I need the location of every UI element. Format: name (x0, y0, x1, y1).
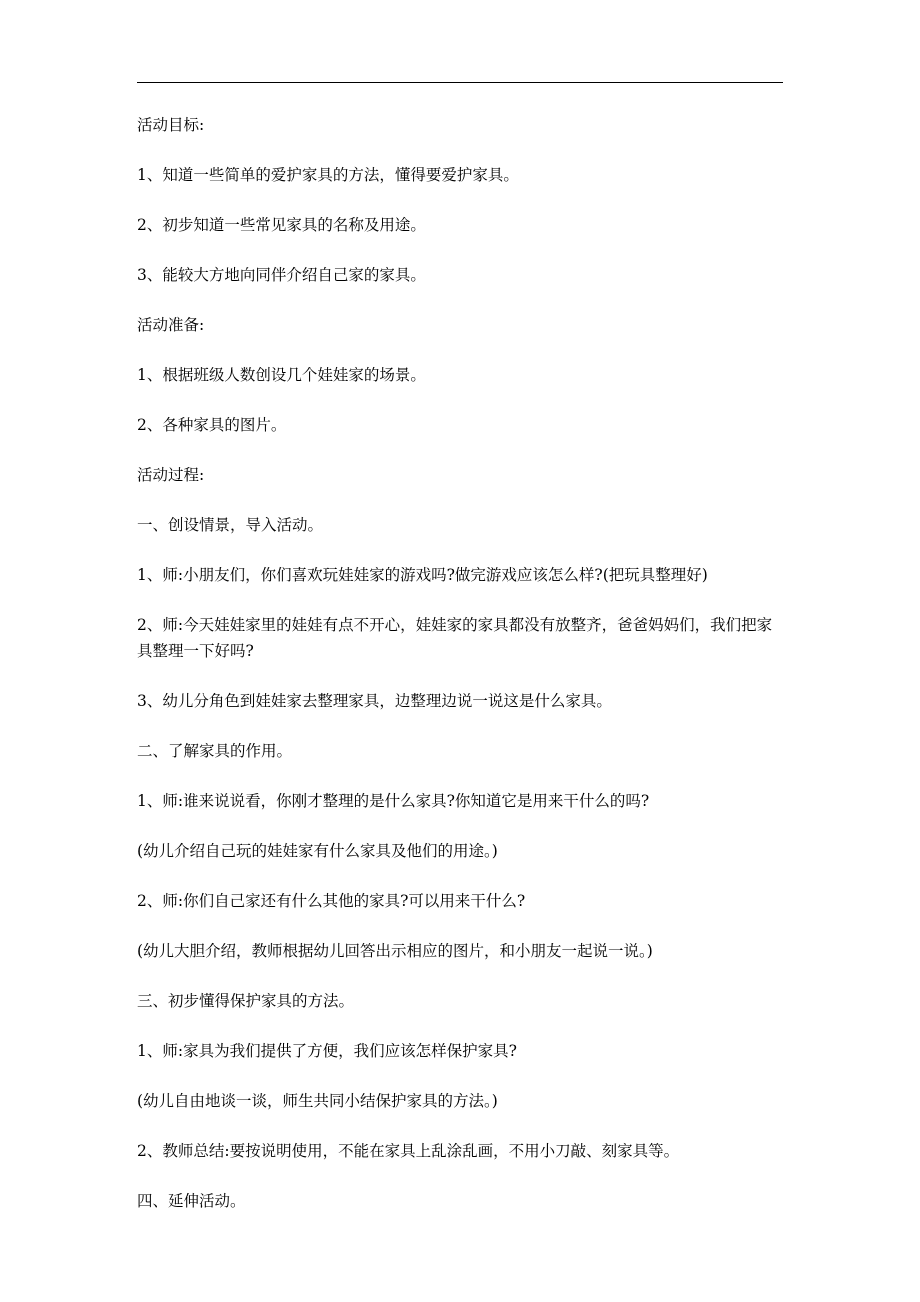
paragraph: 1、根据班级人数创设几个娃娃家的场景。 (137, 366, 426, 384)
step-heading: 一、创设情景，导入活动。 (137, 516, 324, 534)
paragraph: 1、师:家具为我们提供了方便，我们应该怎样保护家具? (137, 1042, 517, 1060)
paragraph: 2、初步知道一些常见家具的名称及用途。 (137, 216, 426, 234)
paragraph: 2、各种家具的图片。 (137, 416, 287, 434)
paragraph: 2、教师总结:要按说明使用，不能在家具上乱涂乱画，不用小刀敲、刻家具等。 (137, 1142, 680, 1160)
section-heading-process: 活动过程: (137, 466, 205, 484)
paragraph: 2、师:今天娃娃家里的娃娃有点不开心，娃娃家的家具都没有放整齐，爸爸妈妈们，我们把家具整理一下好吗? (137, 616, 773, 660)
step-heading: 三、初步懂得保护家具的方法。 (137, 992, 355, 1010)
step-heading: 二、了解家具的作用。 (137, 742, 293, 760)
paragraph: 1、师:小朋友们，你们喜欢玩娃娃家的游戏吗?做完游戏应该怎么样?(把玩具整理好) (137, 566, 708, 584)
paragraph: 1、知道一些简单的爱护家具的方法，懂得要爱护家具。 (137, 166, 519, 184)
step-heading: 四、延伸活动。 (137, 1192, 246, 1210)
paragraph: 1、师:谁来说说看，你刚才整理的是什么家具?你知道它是用来干什么的吗? (137, 792, 650, 810)
paragraph: 3、能较大方地向同伴介绍自己家的家具。 (137, 266, 426, 284)
header-rule (137, 82, 783, 83)
document-body (137, 112, 783, 1214)
section-heading-preparation: 活动准备: (137, 316, 205, 334)
paragraph: (幼儿自由地谈一谈，师生共同小结保护家具的方法。) (137, 1092, 498, 1110)
paragraph: 3、幼儿分角色到娃娃家去整理家具，边整理边说一说这是什么家具。 (137, 692, 612, 710)
section-heading-goals: 活动目标: (137, 116, 205, 134)
paragraph: (幼儿介绍自己玩的娃娃家有什么家具及他们的用途。) (137, 842, 498, 860)
paragraph: (幼儿大胆介绍，教师根据幼儿回答出示相应的图片，和小朋友一起说一说。) (137, 942, 653, 960)
paragraph: 2、师:你们自己家还有什么其他的家具?可以用来干什么? (137, 892, 526, 910)
